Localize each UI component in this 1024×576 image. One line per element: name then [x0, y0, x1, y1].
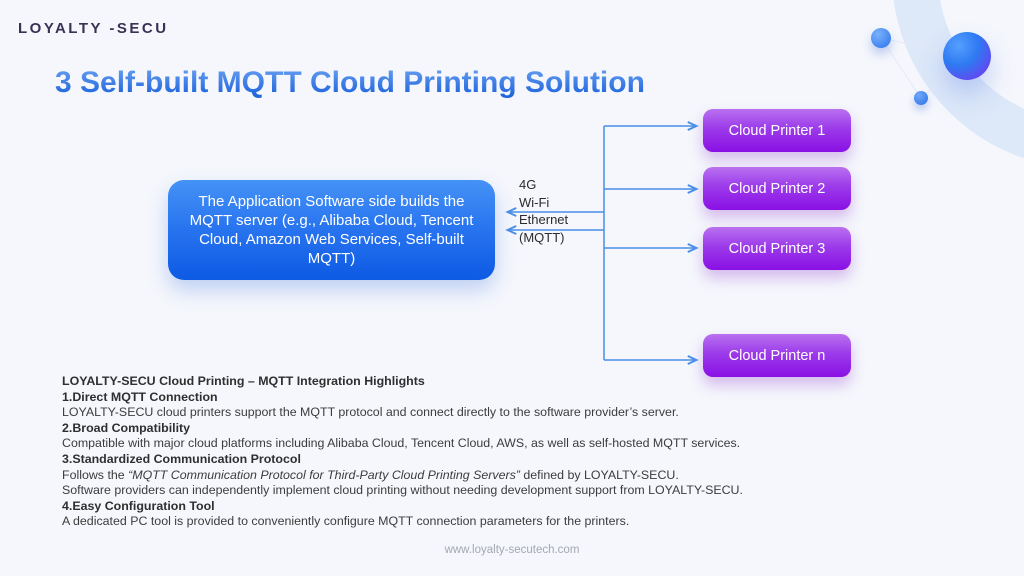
highlight-2-body: Compatible with major cloud platforms including Alibaba Cloud, Tencent Cloud, AWS, as well as self-hosted MQTT services. — [62, 436, 741, 451]
highlight-4-body: A dedicated PC tool is provided to conveniently configure MQTT connection parameters for the printers. — [62, 514, 630, 529]
highlights-block — [62, 374, 1002, 530]
cloud-printer-n-label: Cloud Printer n — [728, 347, 826, 364]
cloud-printer-3-label: Cloud Printer 3 — [728, 240, 826, 257]
label-wifi: Wi-Fi — [519, 194, 550, 210]
highlight-3-body-2: Software providers can independently implement cloud printing without needing development support from LOYALTY-SECU. — [62, 483, 743, 498]
page-title: 3 Self-built MQTT Cloud Printing Solution — [55, 66, 815, 100]
highlight-1-body: LOYALTY-SECU cloud printers support the MQTT protocol and connect directly to the software provider’s server. — [62, 405, 679, 420]
highlights-heading: LOYALTY-SECU Cloud Printing – MQTT Integration Highlights — [62, 374, 425, 388]
highlight-1-title: 1.Direct MQTT Connection — [62, 389, 218, 404]
brand-logo: LOYALTY -SECU — [18, 20, 169, 37]
cloud-printer-2-label: Cloud Printer 2 — [728, 180, 826, 197]
cloud-printer-1-label: Cloud Printer 1 — [728, 122, 826, 139]
decor-circle-tiny — [914, 91, 928, 105]
cloud-printer-3-box — [703, 227, 851, 270]
label-mqtt: (MQTT) — [519, 230, 565, 246]
highlight-3-title: 3.Standardized Communication Protocol — [62, 451, 301, 466]
cloud-printer-n-box — [703, 334, 851, 377]
highlight-2-title: 2.Broad Compatibility — [62, 420, 191, 435]
cloud-printer-2-box — [703, 167, 851, 210]
mqtt-server-box-label: The Application Software side builds the MQTT server (e.g., Alibaba Cloud, Tencent Cloud, Amazon Web Services, Self-built MQTT) — [189, 193, 474, 267]
label-ethernet: Ethernet — [519, 212, 569, 228]
cloud-printer-1-box — [703, 109, 851, 152]
connection-type-labels — [519, 176, 568, 247]
highlight-3-seg-italic: “MQTT Communication Protocol for Third-Party Cloud Printing Servers” — [128, 467, 520, 482]
footer-url: www.loyalty-secutech.com — [444, 544, 580, 556]
highlight-3-seg-1: Follows the — [62, 467, 129, 482]
mqtt-server-box — [168, 180, 495, 280]
highlight-3-seg-3: defined by LOYALTY-SECU. — [519, 467, 679, 482]
label-4g: 4G — [519, 177, 537, 192]
decor-circle-small — [871, 28, 891, 48]
highlight-3-body-1 — [62, 468, 1002, 484]
highlight-4-title: 4.Easy Configuration Tool — [62, 498, 215, 513]
decor-circle-large — [943, 32, 991, 80]
